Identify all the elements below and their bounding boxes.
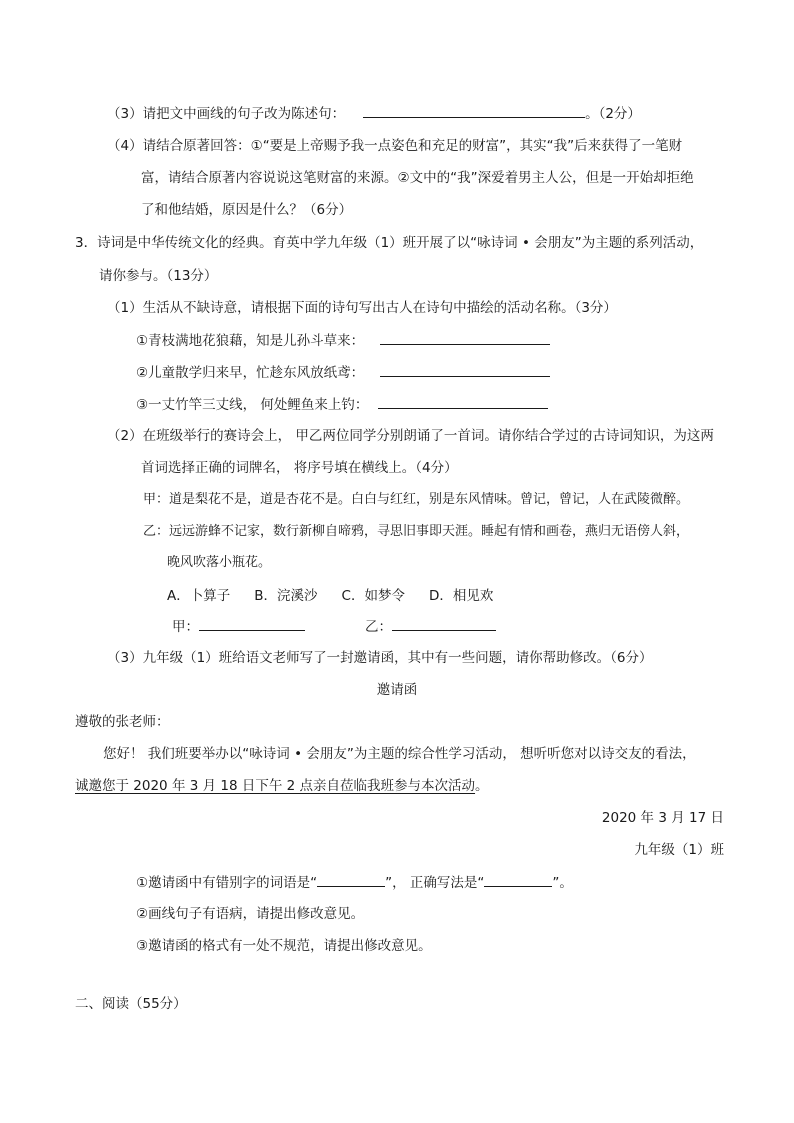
sub-question-1: [136, 872, 573, 893]
question-3-row: [107, 103, 641, 124]
letter-body-line-2: [75, 776, 489, 796]
part-3-prompt: （3）九年级（1）班给语文老师写了一封邀请函，其中有一些问题，请你帮助修改。（6分）: [107, 650, 653, 666]
answer-blank[interactable]: [392, 616, 496, 631]
question-4-line-2: 富，请结合原著内容说说这笔财富的来源。②文中的“我”深爱着男主人公，但是一开始却拒绝: [141, 170, 694, 186]
yi-label: 乙：: [365, 619, 392, 635]
question-3-score: 。（2分）: [585, 106, 641, 122]
main-question-3-line-1: 3．诗词是中华传统文化的经典。育英中学九年级（1）班开展了以“咏诗词 • 会朋友”为主题的系列活动，: [75, 235, 704, 251]
answer-blank[interactable]: [380, 330, 550, 345]
question-3-prompt: （3）请把文中画线的句子改为陈述句：: [107, 106, 346, 122]
option-a: A．卜算子: [167, 588, 231, 604]
answer-blank[interactable]: [199, 616, 305, 631]
section-2-heading: 二、阅读（55分）: [75, 996, 187, 1012]
answer-blank[interactable]: [378, 394, 548, 409]
option-c: C．如梦令: [341, 588, 405, 604]
answer-blank[interactable]: [363, 103, 585, 118]
letter-body-end: 。: [475, 778, 489, 794]
answer-blank[interactable]: [380, 362, 550, 377]
sub-question-1-text: ①邀请函中有错别字的词语是“: [136, 875, 318, 891]
question-4-line-3: 了和他结婚，原因是什么？（6分）: [141, 202, 353, 218]
poem-yi-line-1: 乙：远远游蜂不记家，数行新柳自啼鸦，寻思旧事即天涯。睡起有情和画卷，燕归无语傍人斜，: [143, 524, 690, 539]
poem-line-text: ①青枝满地花狼藉，知是儿孙斗草来：: [136, 333, 365, 349]
sub-question-3: ③邀请函的格式有一处不规范，请提出修改意见。: [136, 938, 432, 954]
question-4-line-1: （4）请结合原著回答：①“要是上帝赐予我一点姿色和充足的财富”，其实“我”后来获得了一笔财: [107, 138, 683, 154]
jia-label: 甲：: [172, 619, 199, 635]
poem-line-text: ③一丈竹竿三丈线， 何处鲤鱼来上钓：: [136, 397, 369, 413]
letter-title: 邀请函: [376, 682, 418, 698]
options-row: [167, 586, 527, 606]
part-2-line-2: 首词选择正确的词牌名， 将序号填在横线上。（4分）: [141, 460, 458, 476]
part-1-prompt: （1）生活从不缺诗意，请根据下面的诗句写出古人在诗句中描绘的活动名称。（3分）: [107, 300, 617, 316]
option-d: D．相见欢: [428, 588, 494, 604]
main-question-3-line-2: 请你参与。（13分）: [99, 268, 218, 284]
letter-body-line-1: 您好！ 我们班要举办以“咏诗词 • 会朋友”为主题的综合性学习活动， 想听听您对以诗交友的看法，: [103, 746, 696, 762]
poem-line-item: [136, 394, 548, 415]
poem-line-item: [136, 362, 550, 383]
poem-line-item: [136, 330, 550, 351]
sub-question-1-text: ”。: [552, 875, 573, 891]
underlined-sentence: 诚邀您于 2020 年 3 月 18 日下午 2 点亲自莅临我班参与本次活动: [75, 778, 476, 794]
jia-yi-answer-row: [172, 616, 496, 637]
answer-blank[interactable]: [484, 872, 552, 887]
letter-date: 2020 年 3 月 17 日: [601, 810, 724, 826]
part-2-line-1: （2）在班级举行的赛诗会上， 甲乙两位同学分别朗诵了一首词。请你结合学过的古诗词知识，为这两: [107, 428, 714, 444]
poem-jia: 甲：道是梨花不是，道是杏花不是。白白与红红，别是东风情味。曾记，曾记，人在武陵微醉。: [143, 492, 690, 507]
letter-signature: 九年级（1）班: [634, 842, 724, 858]
poem-line-text: ②儿童散学归来早，忙趁东风放纸鸢：: [136, 365, 365, 381]
sub-question-2: ②画线句子有语病，请提出修改意见。: [136, 906, 365, 922]
poem-yi-line-2: 晚风吹落小瓶花。: [167, 555, 272, 570]
answer-blank[interactable]: [317, 872, 385, 887]
letter-salutation: 遵敬的张老师：: [75, 714, 170, 730]
sub-question-1-text: ”， 正确写法是“: [385, 875, 485, 891]
option-b: B．浣溪沙: [254, 588, 318, 604]
